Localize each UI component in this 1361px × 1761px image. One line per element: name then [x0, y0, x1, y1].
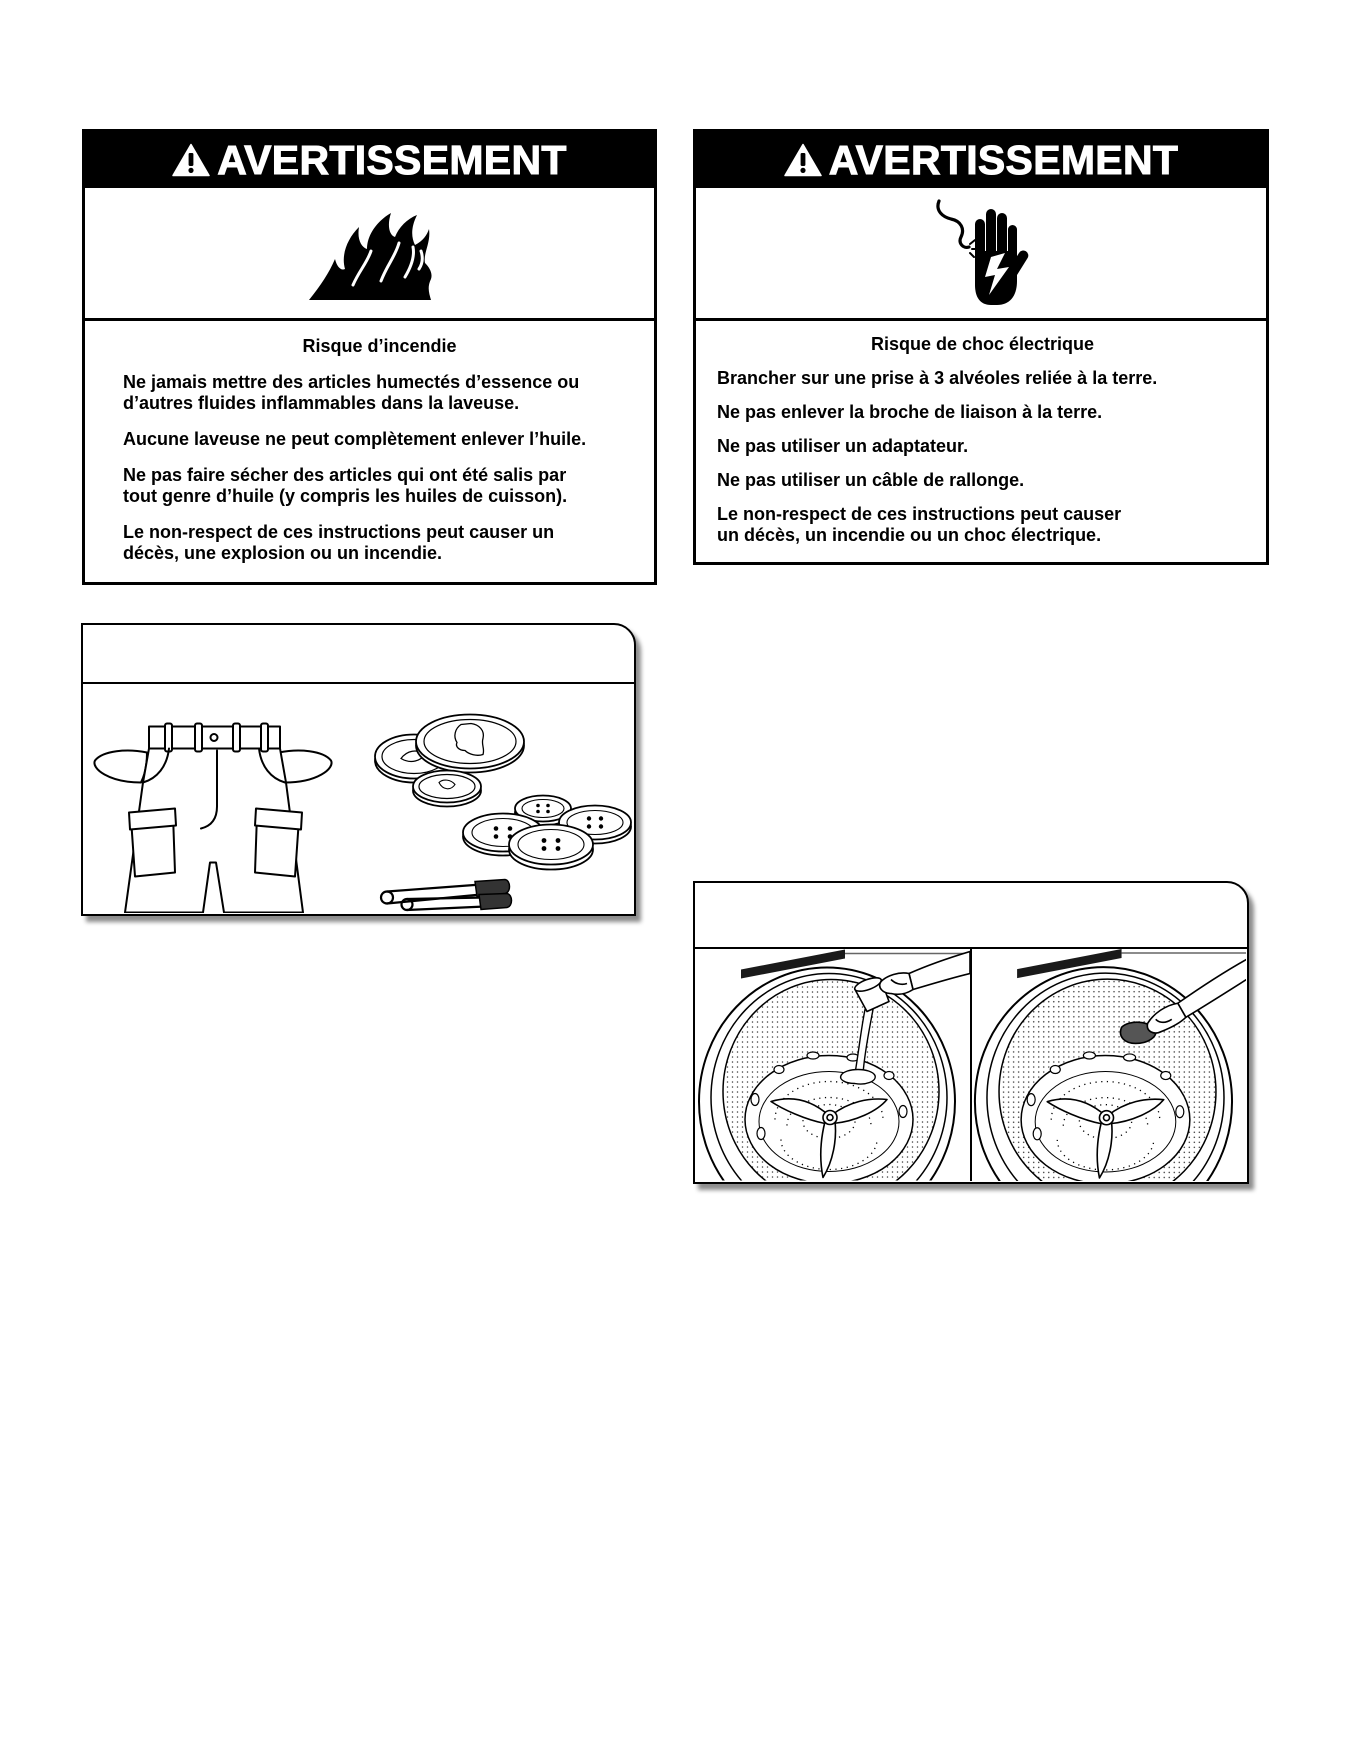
- wipe-washer-drum-icon: [972, 949, 1246, 1181]
- safety-pins-icon: [381, 880, 512, 911]
- warning-header: [696, 132, 1266, 188]
- warning-paragraph: [717, 436, 1248, 457]
- warning-triangle-icon: [784, 143, 822, 177]
- warning-triangle-icon: [172, 143, 210, 177]
- warning-text-line: tout genre d’huile (y compris les huiles de cuisson).: [123, 486, 568, 506]
- warning-text-line: d’autres fluides inflammables dans la laveuse.: [123, 393, 520, 413]
- panel-illustration: [83, 684, 634, 913]
- empty-pockets-illustration: [83, 684, 633, 913]
- wipe-drum-image: [972, 949, 1246, 1181]
- panel-header: [83, 625, 634, 684]
- warning-text-line: Ne jamais mettre des articles humectés d’essence ou: [123, 372, 580, 392]
- warning-paragraph: [717, 368, 1248, 389]
- hazard-subtitle: Risque de choc électrique: [870, 334, 1095, 354]
- warning-paragraph: [717, 402, 1248, 423]
- warning-text-line: Le non-respect de ces instructions peut causer un: [123, 522, 555, 542]
- hazard-subtitle: Risque d’incendie: [302, 336, 457, 356]
- warning-paragraph: [123, 522, 636, 564]
- warning-text-line: un décès, un incendie ou un choc électrique.: [717, 525, 1102, 545]
- warning-text-line: Aucune laveuse ne peut complètement enlever l’huile.: [123, 429, 587, 449]
- warning-text-line: Le non-respect de ces instructions peut causer: [717, 504, 1122, 524]
- buttons-icon: [463, 796, 631, 870]
- pants-with-empty-pockets-icon: [94, 724, 331, 913]
- warning-paragraph: [123, 372, 636, 414]
- warning-paragraph: [717, 504, 1248, 546]
- warning-text-line: Ne pas utiliser un câble de rallonge.: [717, 470, 1025, 490]
- warning-text: [85, 321, 654, 582]
- warning-title: AVERTISSEMENT: [217, 137, 567, 183]
- electrical-shock-hazard-icon: [931, 199, 1031, 307]
- fire-warning-box: [82, 129, 657, 585]
- warning-text: [696, 321, 1266, 562]
- coins-icon: [375, 715, 524, 807]
- washer-cleaning-panel: [693, 881, 1249, 1184]
- panel-illustration: [695, 949, 1247, 1181]
- pour-liquid-into-washer-icon: [695, 949, 970, 1181]
- hazard-icon-area: [696, 188, 1266, 321]
- warning-text-line: Brancher sur une prise à 3 alvéoles reliée à la terre.: [717, 368, 1158, 388]
- warning-text-line: décès, une explosion ou un incendie.: [123, 543, 443, 563]
- panel-header: [695, 883, 1247, 949]
- warning-text-line: Ne pas faire sécher des articles qui ont été salis par: [123, 465, 567, 485]
- warning-text-line: Ne pas enlever la broche de liaison à la terre.: [717, 402, 1103, 422]
- hazard-icon-area: [85, 188, 654, 321]
- electrical-shock-warning-box: [693, 129, 1269, 565]
- fire-hazard-icon: [307, 207, 433, 300]
- empty-pockets-panel: [81, 623, 636, 916]
- warning-paragraph: [717, 470, 1248, 491]
- warning-paragraph: [123, 429, 636, 450]
- pour-liquid-image: [695, 949, 972, 1181]
- warning-header: [85, 132, 654, 188]
- warning-title: AVERTISSEMENT: [828, 137, 1179, 183]
- warning-text-line: Ne pas utiliser un adaptateur.: [717, 436, 969, 456]
- warning-paragraph: [123, 465, 636, 507]
